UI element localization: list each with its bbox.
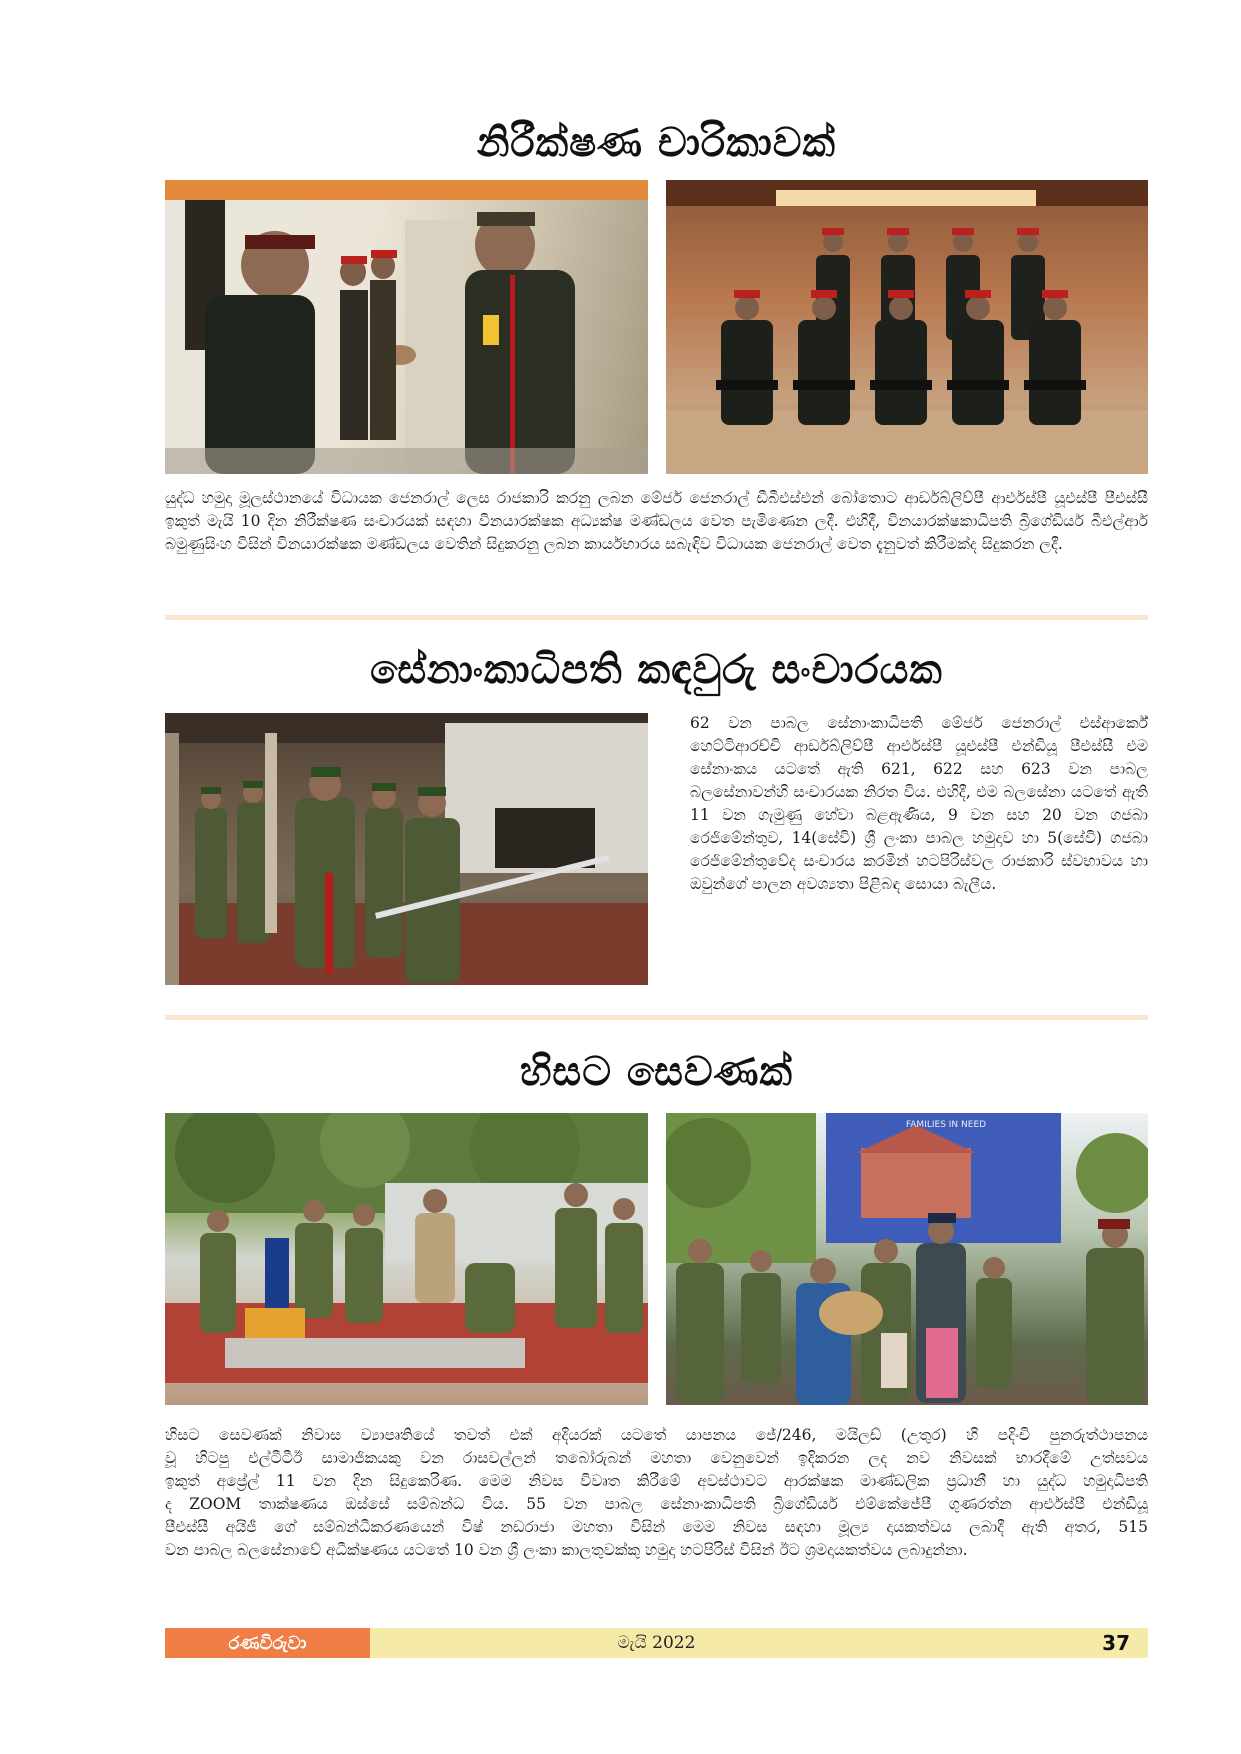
section-3-line-3: ඉකුත් අප්‍රේල් 11 වන දින සිදුකෙරිණ. මෙම නිවස විවෘත කිරීමේ අවස්ථාවට ආරක්ෂක මාණ්ඩලික ප්‍රධානී හා යුද්ධ හමුදාධිපති: [165, 1472, 1148, 1490]
footer-magazine-name: රණවිරුවා: [165, 1628, 370, 1658]
footer-issue-date: මැයි 2022: [617, 1633, 696, 1653]
section-3-paragraph: [165, 1424, 1148, 1562]
inspection-scene-graphic: [165, 180, 648, 474]
section-divider-1: [165, 615, 1148, 620]
section-3-line-4: ද ZOOM තාක්ෂණය ඔස්සේ සම්බන්ධ විය. 55 වන පාබල සේනාංකාධිපති බ්‍රිගේඩියර් එම්කේජේපී ගුණරත්න ආර්එස්පී එන්ඩියූ: [165, 1495, 1148, 1513]
section-2-paragraph: 62 වන පාබල සේනාංකාධිපති මේජර් ජෙනරාල් එස්ආර්කේ හෙට්ටිආරච්චි ආර්ඩබ්ලිව්පී ආර්එස්පී යූඑස්පී එන්ඩියූ පීඑස්සී එම සේනාංකය යටතේ ඇති 621, 622 සහ 623 වන පාබල බලසේනාවන්හි සංචාරයක නිරත විය. එහිදී, එම බලසේනා යටතේ ඇති 11 වන ගැමුණු හේවා බළඇණිය, 9 වන සහ 20 වන ගජබා රෙජිමේන්තුව, 14(සේවි) ශ්‍රී ලංකා පාබල හමුදාව හා 5(සේවි) ගජබා රෙජිමේන්තුවේද සංචාරය කරමින් හටපිරිස්වල රාජකාරි ස්වභාවය හා ඔවුන්ගේ පාලන අවශ්‍යතා පිළිබඳ සොයා බැලීය.: [690, 714, 1148, 893]
seated-officers-graphic: [666, 180, 1148, 474]
footer-page-number: 37: [1102, 1631, 1130, 1655]
section-3-title: හිසට සෙවණක්: [519, 1049, 794, 1095]
families-in-need-graphic: [666, 1113, 1148, 1405]
handshake-inspection-photo: [165, 180, 648, 474]
families-in-need-banner-text: FAMILIES IN NEED: [905, 1120, 987, 1130]
section-3-line-6: වන පාබල බලසේනාවේ අධීක්ෂණය යටතේ 10 වන ශ්‍රී ලංකා කාලතුවක්කු හමුදා හටපිරිස් විසින් ඊට ශ්‍රමදායකත්වය ලබාදුන්නා.: [165, 1541, 968, 1559]
seated-officers-photo: [666, 180, 1148, 474]
families-in-need-photo: [666, 1113, 1148, 1405]
section-3-line-1: හිසට සෙවණක් නිවාස ව්‍යාපෘතියේ තවත් එක් අදියරක් යටතේ යාපනය ජේ/246, මයිලඩ් (උතුර) හි පදිංචි පුනරුත්ථාපනය: [165, 1426, 1148, 1444]
page-footer: [165, 1628, 1148, 1658]
ceremony-graphic: [165, 1113, 648, 1405]
section-2-title: සේනාංකාධිපති කඳවුරු සංචාරයක: [370, 647, 943, 693]
camp-visit-graphic: [165, 713, 648, 985]
section-1-title: නිරීක්ෂණ චාරිකාවක්: [476, 120, 836, 166]
commander-camp-visit-photo: [165, 713, 648, 985]
section-3-line-5: පීඑස්සී අයිජී ගේ සම්බන්ධීකරණයෙන් විෂ් නඩරාජා මහතා විසින් මෙම නිවස සඳහා මූල්‍ය දායකත්වය ලබාදී ඇති අතර, 515: [165, 1518, 1148, 1536]
housing-ceremony-photo: [165, 1113, 648, 1405]
section-divider-2: [165, 1015, 1148, 1020]
section-3-line-2: වූ හිටපු එල්ටීටීඊ සාමාජිකයකු වන රාසවල්ලන් තබෝරුබන් මහතා වෙනුවෙන් ඉදිකරන ලද නව නිවසක් භාරදීමේ උත්සවය: [165, 1449, 1148, 1467]
section-1-paragraph: යුද්ධ හමුදා මූලස්ථානයේ විධායක ජෙනරාල් ලෙස රාජකාරි කරනු ලබන මේජර් ජෙනරාල් ඩීබීඑස්එන් බෝතොට ආර්ඩබ්ලිව්පී ආර්එස්පී යූඑස්පී පීඑස්සී ඉකුත් මැයි 10 දින නිරීක්ෂණ සංචාරයක් සඳහා විනයාරක්ෂක අධ්‍යක්ෂ මණ්ඩලය වෙත පැමිණෙන ලදී. එහිදී, විනයාරක්ෂකාධිපති බ්‍රිගේඩියර් බීඑල්ආර් බමුණුසිංහ විසින් විනයාරක්ෂක මණ්ඩලය වෙතින් සිදුකරනු ලබන කාර්යභාරය සබැඳිව විධායක ජෙනරාල් වෙත දැනුවත් කිරීමක්ද සිදුකරන ලදී.: [165, 489, 1148, 553]
